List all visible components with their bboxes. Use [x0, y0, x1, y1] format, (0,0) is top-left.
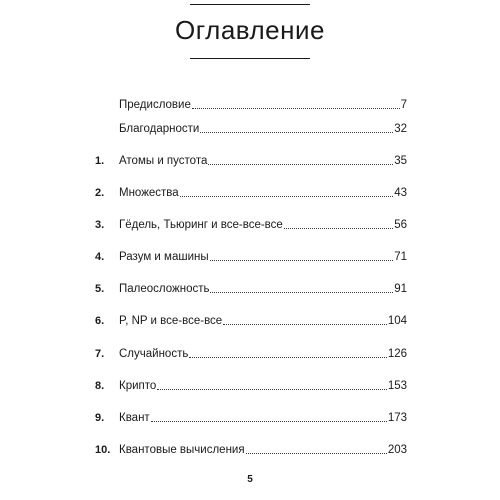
toc-leader-dots: [180, 195, 394, 197]
toc-entry-page: 7: [400, 99, 407, 111]
toc-leader-dots: [284, 227, 393, 229]
toc-entry-label: Множества: [119, 187, 179, 199]
toc-entry-preface[interactable]: [95, 96, 407, 112]
toc-entry-label: Квант: [119, 412, 150, 424]
toc-entry-label: Квантовые вычисления: [119, 444, 245, 456]
toc-entry-label: Благодарности: [119, 123, 200, 135]
toc-entry-label: Атомы и пустота: [119, 155, 208, 167]
toc-entry-label: Крипто: [119, 380, 157, 392]
toc-entry-chapter-9[interactable]: [95, 409, 407, 425]
toc-entry-number: 8.: [95, 380, 105, 392]
toc-entry-number: 1.: [95, 155, 105, 167]
toc-entry-page: 43: [394, 187, 407, 199]
toc-entry-chapter-2[interactable]: [95, 184, 407, 200]
toc-entry-chapter-5[interactable]: [95, 280, 407, 296]
page-title: Оглавление: [175, 15, 325, 45]
toc-leader-dots: [189, 356, 386, 358]
toc-entry-page: 91: [394, 283, 407, 295]
toc-entry-page: 35: [394, 155, 407, 167]
toc-entry-page: 153: [387, 380, 407, 392]
toc-entry-chapter-4[interactable]: [95, 248, 407, 264]
toc-entry-chapter-7[interactable]: [95, 345, 407, 361]
page-number: 5: [247, 474, 253, 485]
toc-entry-page: 126: [387, 348, 407, 360]
toc-entry-page: 56: [394, 219, 407, 231]
toc-entry-page: 104: [387, 315, 407, 327]
toc-entry-page: 173: [387, 412, 407, 424]
toc-leader-dots: [210, 259, 394, 261]
toc-entry-page: 203: [387, 444, 407, 456]
toc-leader-dots: [200, 131, 393, 133]
toc-entry-number: 10.: [95, 444, 111, 456]
toc-entry-number: 2.: [95, 187, 105, 199]
toc-leader-dots: [157, 388, 387, 390]
toc-entry-label: Предисловие: [119, 99, 191, 111]
toc-leader-dots: [246, 452, 387, 454]
toc-entry-chapter-10[interactable]: [95, 441, 407, 457]
toc-entry-label: P, NP и все-все-все: [119, 315, 223, 327]
toc-entry-label: Случайность: [119, 348, 189, 360]
toc-entry-number: 7.: [95, 348, 105, 360]
toc-leader-dots: [192, 107, 400, 109]
toc-entry-number: 5.: [95, 283, 105, 295]
toc-entry-page: 71: [394, 251, 407, 263]
toc-entry-label: Палеосложность: [119, 283, 210, 295]
toc-leader-dots: [223, 323, 387, 325]
toc-entry-chapter-1[interactable]: [95, 152, 407, 168]
toc-entry-number: 3.: [95, 219, 105, 231]
toc-leader-dots: [208, 163, 393, 165]
toc-entry-number: 9.: [95, 412, 105, 424]
toc-entry-chapter-6[interactable]: [95, 312, 407, 328]
toc-entry-label: Гёдель, Тьюринг и все-все-все: [119, 219, 283, 231]
toc-leader-dots: [151, 420, 387, 422]
toc-entry-number: 4.: [95, 251, 105, 263]
toc-entry-number: 6.: [95, 315, 105, 327]
toc-entry-acknowledgements[interactable]: [95, 120, 407, 136]
toc-entry-chapter-3[interactable]: [95, 216, 407, 232]
toc-entry-label: Разум и машины: [119, 251, 209, 263]
toc-entry-page: 32: [394, 123, 407, 135]
toc-leader-dots: [210, 291, 393, 293]
toc-entry-chapter-8[interactable]: [95, 377, 407, 393]
